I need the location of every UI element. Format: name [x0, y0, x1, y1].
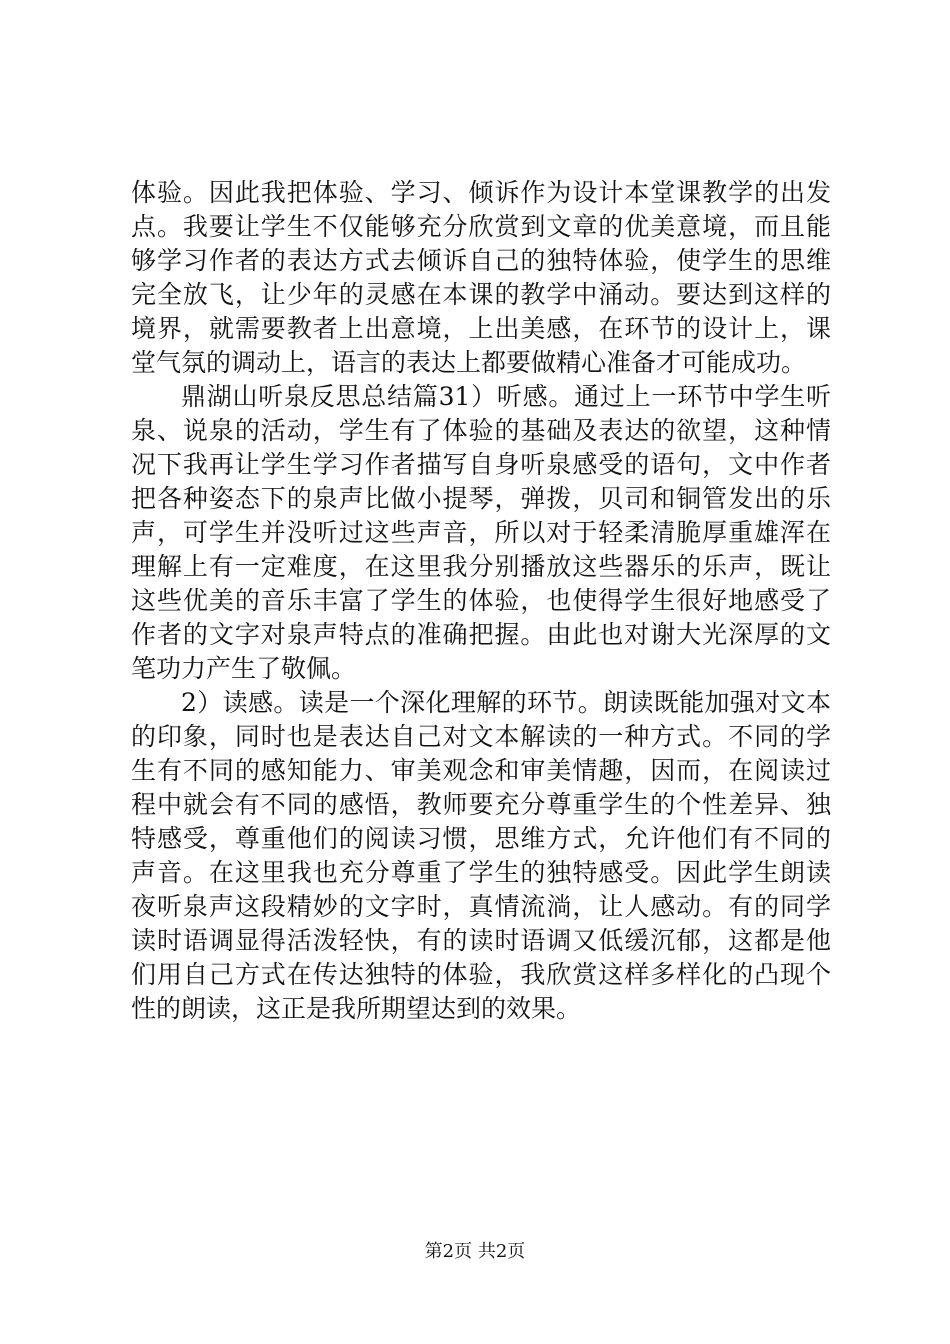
paragraph-first-line: 鼎湖山听泉反思总结篇31）听感。通过上一环节中学生听	[181, 382, 831, 411]
body-line: 完全放飞，让少年的灵感在本课的教学中涌动。要达到这样的	[131, 280, 831, 309]
body-line: 特感受，尊重他们的阅读习惯，思维方式，允许他们有不同的	[131, 824, 831, 853]
body-line: 点。我要让学生不仅能够充分欣赏到文章的优美意境，而且能	[131, 212, 831, 241]
body-line: 体验。因此我把体验、学习、倾诉作为设计本堂课教学的出发	[131, 178, 831, 207]
body-line: 程中就会有不同的感悟，教师要充分尊重学生的个性差异、独	[131, 790, 831, 819]
body-line: 境界，就需要教者上出意境，上出美感，在环节的设计上，课	[131, 314, 831, 343]
body-line: 夜听泉声这段精妙的文字时，真情流淌，让人感动。有的同学	[131, 892, 831, 921]
body-line: 读时语调显得活泼轻快，有的读时语调又低缓沉郁，这都是他	[131, 926, 831, 955]
body-line: 理解上有一定难度，在这里我分别播放这些器乐的乐声，既让	[131, 552, 831, 581]
body-line: 们用自己方式在传达独特的体验，我欣赏这样多样化的凸现个	[131, 960, 831, 989]
body-line: 声，可学生并没听过这些声音，所以对于轻柔清脆厚重雄浑在	[131, 518, 831, 547]
body-line: 况下我再让学生学习作者描写自身听泉感受的语句，文中作者	[131, 450, 831, 479]
body-line: 声音。在这里我也充分尊重了学生的独特感受。因此学生朗读	[131, 858, 831, 887]
page-number-footer: 第2页 共2页	[424, 1241, 526, 1262]
body-line: 这些优美的音乐丰富了学生的体验，也使得学生很好地感受了	[131, 586, 831, 615]
body-line: 笔功力产生了敬佩。	[131, 654, 357, 683]
body-line: 作者的文字对泉声特点的准确把握。由此也对谢大光深厚的文	[131, 620, 831, 649]
body-line: 泉、说泉的活动，学生有了体验的基础及表达的欲望，这种情	[131, 416, 831, 445]
body-line: 把各种姿态下的泉声比做小提琴，弹拨，贝司和铜管发出的乐	[131, 484, 831, 513]
body-line: 的印象，同时也是表达自己对文本解读的一种方式。不同的学	[131, 722, 831, 751]
paragraph-first-line: 2）读感。读是一个深化理解的环节。朗读既能加强对文本	[181, 688, 831, 717]
body-line: 生有不同的感知能力、审美观念和审美情趣，因而，在阅读过	[131, 756, 831, 785]
body-line: 够学习作者的表达方式去倾诉自己的独特体验，使学生的思维	[131, 246, 831, 275]
body-line: 堂气氛的调动上，语言的表达上都要做精心准备才可能成功。	[131, 348, 807, 377]
body-line: 性的朗读，这正是我所期望达到的效果。	[131, 994, 582, 1023]
